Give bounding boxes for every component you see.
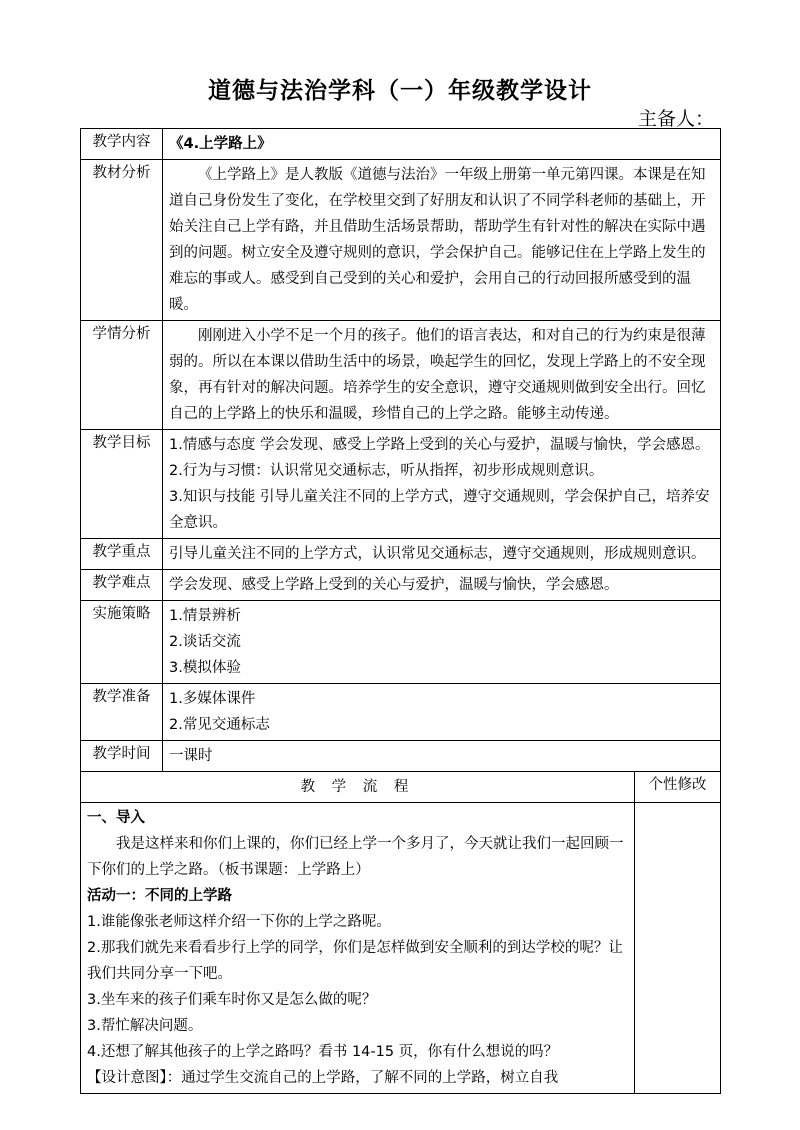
flow-step: 4.还想了解其他孩子的上学之路吗？看书 14-15 页，你有什么想说的吗？ [87, 1044, 559, 1060]
row-analysis [81, 160, 721, 321]
intro-text: 我是这样来和你们上课的，你们已经上学一个多月了，今天就让我们一起回顾一下你们的上学之路。（板书课题：上学路上） [87, 836, 624, 878]
row-content [81, 129, 721, 160]
label-content: 教学内容 [81, 129, 163, 160]
flow-body [81, 803, 635, 1094]
activity-title: 活动一：不同的上学路 [87, 888, 232, 904]
value-content: 《4.上学路上》 [163, 129, 721, 160]
author-label: 主备人： [638, 108, 715, 130]
row-prep [81, 684, 721, 741]
value-students: 刚刚进入小学不足一个月的孩子。他们的语言表达，和对自己的行为约束是很薄弱的。所以在本课以借助生活中的场景，唤起学生的回忆，发现上学路上的不安全现象，再有针对的解决问题。培养学生的安全意识，遵守交通规则做到安全出行。回忆自己的上学路上的快乐和温暖，珍惜自己的上学之路。能够主动传递。 [163, 321, 721, 430]
strategy-item: 1.情景辨析 [169, 608, 241, 624]
prep-item: 2.常见交通标志 [169, 717, 270, 733]
row-difficulty [81, 570, 721, 601]
prep-item: 1.多媒体课件 [169, 691, 256, 707]
side-notes[interactable] [635, 803, 721, 1094]
row-goals [81, 430, 721, 539]
row-time [81, 741, 721, 772]
value-prep [163, 684, 721, 741]
label-prep: 教学准备 [81, 684, 163, 741]
value-key: 引导儿童关注不同的上学方式，认识常见交通标志，遵守交通规则，形成规则意识。 [163, 539, 721, 570]
row-flow-body [81, 803, 721, 1094]
flow-step: 3.帮忙解决问题。 [87, 1018, 203, 1034]
flow-step: 3.坐车来的孩子们乘车时你又是怎么做的呢？ [87, 992, 377, 1008]
label-key: 教学重点 [81, 539, 163, 570]
goal-item: 3.知识与技能 引导儿童关注不同的上学方式，遵守交通规则，学会保护自己，培养安全意识。 [169, 489, 710, 531]
flow-header: 教 学 流 程 [81, 772, 635, 803]
flow-step: 2.那我们就先来看看步行上学的同学，你们是怎样做到安全顺利的到达学校的呢？让我们共同分享一下吧。 [87, 940, 623, 982]
goal-item: 1.情感与态度 学会发现、感受上学路上受到的关心与爱护，温暖与愉快，学会感恩。 [169, 437, 710, 453]
value-goals [163, 430, 721, 539]
flow-step: 1.谁能像张老师这样介绍一下你的上学之路呢。 [87, 914, 391, 930]
row-key [81, 539, 721, 570]
value-strategy [163, 601, 721, 684]
label-time: 教学时间 [81, 741, 163, 772]
row-flow-header [81, 772, 721, 803]
strategy-item: 3.模拟体验 [169, 660, 241, 676]
label-analysis: 教材分析 [81, 160, 163, 321]
value-time: 一课时 [163, 741, 721, 772]
goal-item: 2.行为与习惯：认识常见交通标志，听从指挥，初步形成规则意识。 [169, 463, 604, 479]
label-difficulty: 教学难点 [81, 570, 163, 601]
document-title: 道德与法治学科（一）年级教学设计 [208, 77, 592, 104]
label-strategy: 实施策略 [81, 601, 163, 684]
intro-title: 一、导入 [87, 810, 145, 826]
side-header: 个性修改 [635, 772, 721, 803]
row-strategy [81, 601, 721, 684]
value-analysis: 《上学路上》是人教版《道德与法治》一年级上册第一单元第四课。本课是在知道自己身份发生了变化，在学校里交到了好朋友和认识了不同学科老师的基础上，开始关注自己上学有路，并且借助生活场景帮助，帮助学生有针对性的解决在实际中遇到的问题。树立安全及遵守规则的意识，学会保护自己。能够记住在上学路上发生的难忘的事或人。感受到自己受到的关心和爱护，会用自己的行动回报所感受到的温暖。 [163, 160, 721, 321]
row-students [81, 321, 721, 430]
label-students: 学情分析 [81, 321, 163, 430]
strategy-item: 2.谈话交流 [169, 634, 241, 650]
lesson-plan-table [80, 128, 721, 1094]
label-goals: 教学目标 [81, 430, 163, 539]
design-intent: 【设计意图】：通过学生交流自己的上学路，了解不同的上学路，树立自我 [87, 1070, 559, 1086]
value-difficulty: 学会发现、感受上学路上受到的关心与爱护，温暖与愉快，学会感恩。 [163, 570, 721, 601]
